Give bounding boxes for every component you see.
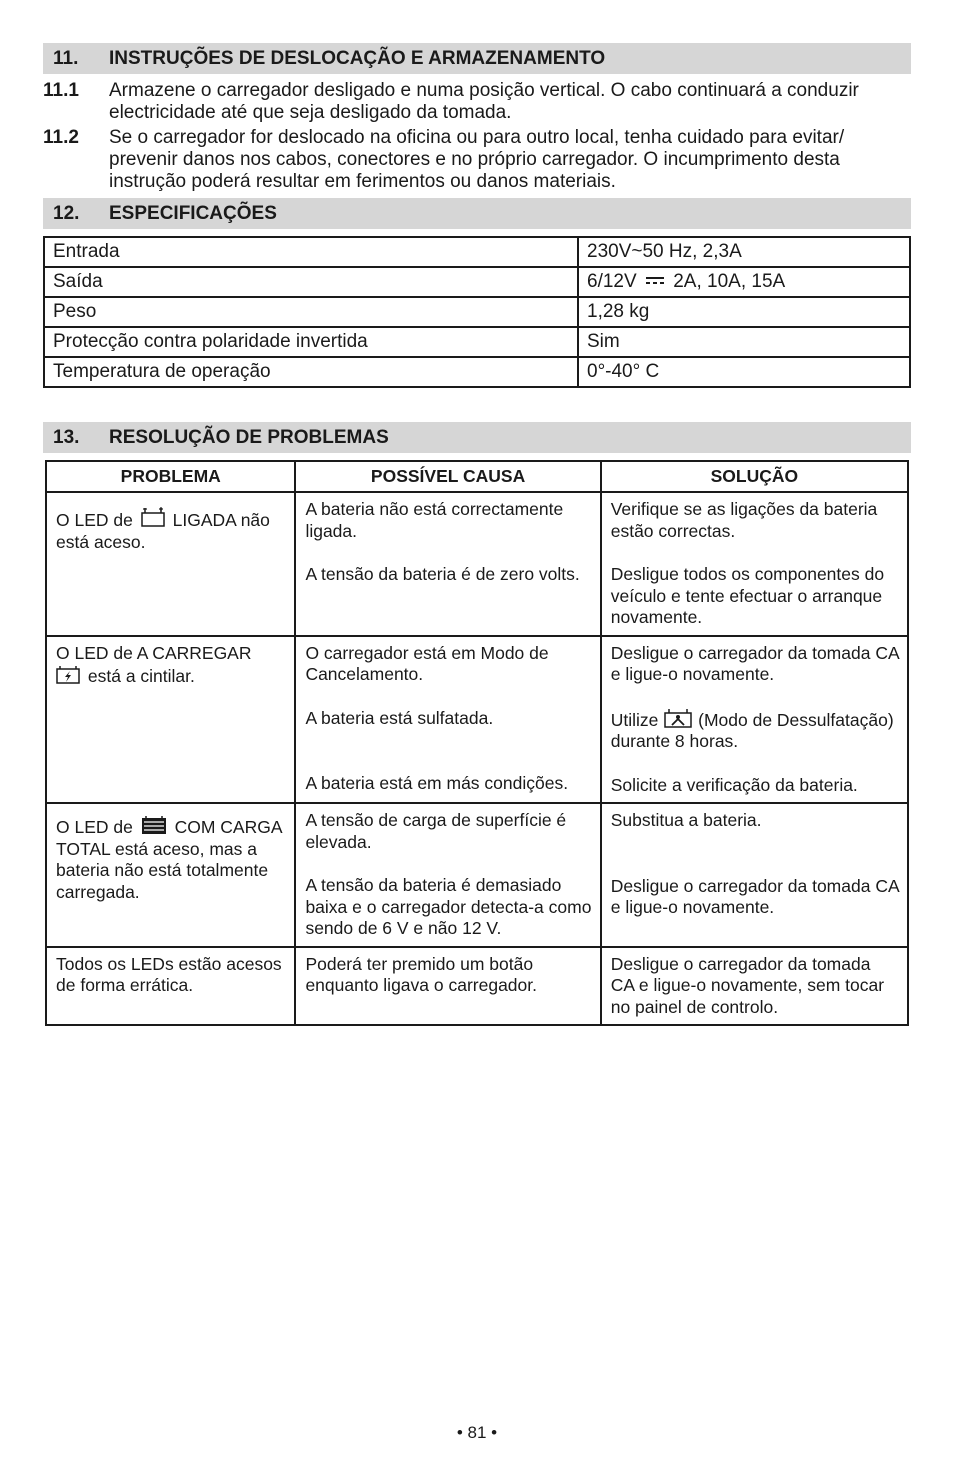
problem-text-pre: O LED de: [56, 510, 133, 530]
battery-charging-icon: [56, 664, 80, 684]
solution-cell: [601, 803, 908, 947]
spec-value: 0°-40° C: [578, 357, 910, 387]
cause-item: A bateria está sulfatada.: [305, 707, 494, 728]
problem-text-pre: O LED de A CARREGAR: [56, 642, 252, 663]
spec-value: [578, 267, 910, 297]
spec-value: 1,28 kg: [578, 297, 910, 327]
solution-item: Verifique se as ligações da bateria estão correctas.: [610, 499, 878, 541]
cause-item: A bateria está em más condições.: [305, 773, 569, 793]
table-header-row: [46, 461, 908, 492]
spec-key: Protecção contra polaridade invertida: [44, 327, 578, 357]
table-row: [44, 297, 910, 327]
spec-value-current: 2A, 10A, 15A: [673, 271, 786, 292]
solution-text-post: (Modo de Dessulfatação) durante 8 horas.: [610, 709, 894, 751]
paragraph-number: 11.2: [43, 127, 79, 148]
paragraph-11-1: [43, 80, 911, 124]
table-row: [44, 357, 910, 387]
solution-text-pre: Utilize: [610, 709, 659, 730]
solution-cell: Desligue o carregador da tomada CA e ligue-o novamente, sem tocar no painel de controlo.: [601, 947, 908, 1026]
solution-item: [611, 708, 899, 753]
solution-cell: [601, 636, 908, 804]
problem-cell: [46, 492, 295, 636]
section-13-header: [43, 422, 911, 453]
cause-item: O carregador está em Modo de Cancelamento.: [305, 642, 549, 684]
cause-item: A tensão de carga de superfície é elevada.: [305, 810, 567, 852]
spec-value: Sim: [578, 327, 910, 357]
cause-cell: [295, 492, 600, 636]
header-solution: SOLUÇÃO: [601, 461, 908, 492]
problem-text-post: está a cintilar.: [87, 666, 195, 686]
table-row: [46, 636, 908, 804]
problem-cell: [46, 636, 295, 804]
problem-cell: [46, 803, 295, 947]
table-row: [44, 327, 910, 357]
battery-desulfation-icon: [664, 708, 692, 728]
battery-power-icon: [141, 507, 165, 527]
spec-key: Temperatura de operação: [44, 357, 578, 387]
problem-text-pre: O LED de: [56, 817, 133, 837]
cause-item: A tensão da bateria é de zero volts.: [305, 564, 580, 584]
table-row: [46, 947, 908, 1026]
section-title: ESPECIFICAÇÕES: [109, 203, 277, 224]
solution-item: Desligue o carregador da tomada CA e ligue-o novamente.: [610, 875, 899, 917]
battery-full-icon: [141, 815, 167, 835]
header-problem: PROBLEMA: [46, 461, 295, 492]
cause-cell: [295, 636, 600, 804]
troubleshooting-table: [45, 460, 909, 1026]
problem-text-post: LIGADA não está aceso.: [56, 510, 270, 552]
section-title: INSTRUÇÕES DE DESLOCAÇÃO E ARMAZENAMENTO: [109, 48, 606, 69]
dc-symbol-icon: [645, 273, 665, 287]
section-number: 11.: [53, 48, 79, 69]
table-row: [46, 492, 908, 636]
cause-cell: Poderá ter premido um botão enquanto ligava o carregador.: [295, 947, 600, 1026]
problem-cell: Todos os LEDs estão acesos de forma errática.: [46, 947, 295, 1026]
section-number: 13.: [53, 427, 80, 448]
section-title: RESOLUÇÃO DE PROBLEMAS: [109, 427, 389, 448]
specifications-table: [43, 236, 911, 388]
header-cause: POSSÍVEL CAUSA: [295, 461, 600, 492]
paragraph-text: Se o carregador for deslocado na oficina ou para outro local, tenha cuidado para evitar/ prevenir danos nos cabos, conectores e no próprio carregador. O incumprimento desta instrução poderá resultar em ferimentos ou danos materiais.: [109, 127, 845, 192]
spec-value-voltage: 6/12V: [587, 271, 637, 292]
solution-item: Solicite a verificação da bateria.: [610, 774, 858, 795]
paragraph-number: 11.1: [43, 80, 79, 101]
cause-item: A bateria não está correctamente ligada.: [305, 499, 564, 541]
solution-cell: [601, 492, 908, 636]
paragraph-11-2: [43, 127, 911, 193]
solution-item: Desligue todos os componentes do veículo e tente efectuar o arranque novamente.: [610, 564, 885, 627]
section-number: 12.: [53, 203, 80, 224]
table-row: [46, 803, 908, 947]
spec-value: 230V~50 Hz, 2,3A: [578, 237, 910, 267]
cause-item: A tensão da bateria é demasiado baixa e o carregador detecta-a como sendo de 6 V e não 12 V.: [305, 875, 592, 938]
problem-text-post: COM CARGA TOTAL está aceso, mas a bateria não está totalmente carregada.: [56, 817, 282, 902]
solution-item: Desligue o carregador da tomada CA e ligue-o novamente.: [610, 642, 899, 684]
spec-key: Saída: [44, 267, 578, 297]
cause-cell: [295, 803, 600, 947]
spec-key: Peso: [44, 297, 578, 327]
spec-key: Entrada: [44, 237, 578, 267]
table-row: [44, 267, 910, 297]
section-11-header: [43, 43, 911, 74]
table-row: [44, 237, 910, 267]
page-number: • 81 •: [456, 1423, 498, 1442]
section-12-header: [43, 198, 911, 229]
paragraph-text: Armazene o carregador desligado e numa posição vertical. O cabo continuará a conduzir electricidade até que seja desligado da tomada.: [109, 80, 859, 123]
solution-item: Substitua a bateria.: [610, 810, 762, 830]
